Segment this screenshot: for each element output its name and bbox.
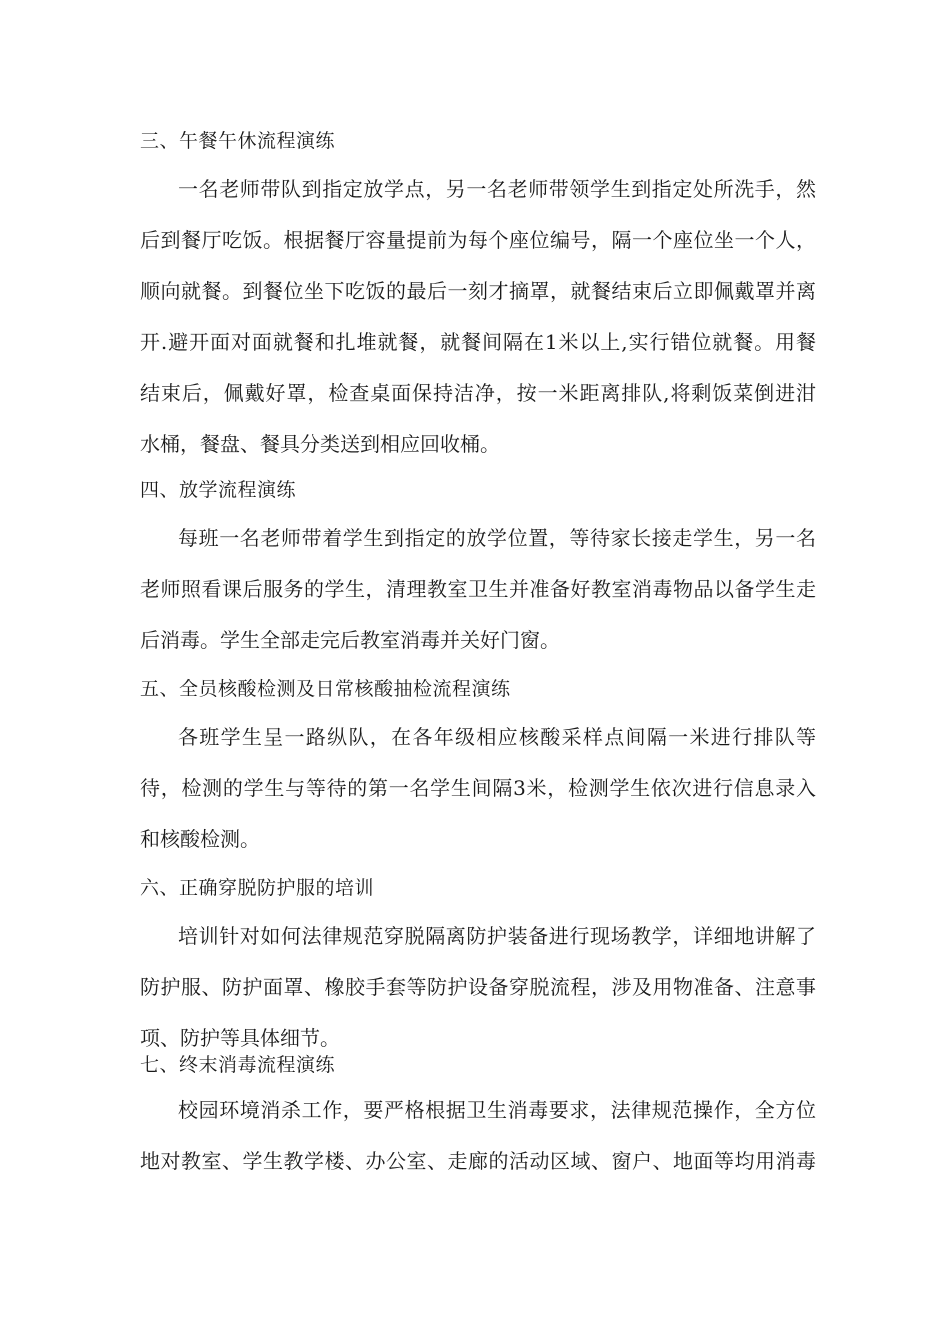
section-heading-lunch: 三、午餐午休流程演练 — [140, 130, 336, 152]
paragraph-line: 一名老师带队到指定放学点，另一名老师带领学生到指定处所洗手，然 — [178, 177, 816, 201]
paragraph-line: 待，检测的学生与等待的第一名学生间隔3米，检测学生依次进行信息录入 — [140, 776, 816, 800]
paragraph-line: 开.避开面对面就餐和扎堆就餐，就餐间隔在1米以上,实行错位就餐。用餐 — [140, 330, 816, 354]
paragraph-line: 结束后，佩戴好罩，检查桌面保持洁净，按一米距离排队,将剩饭菜倒进泔 — [140, 381, 816, 405]
paragraph-line: 水桶，餐盘、餐具分类送到相应回收桶。 — [140, 432, 500, 456]
paragraph-line: 地对教室、学生教学楼、办公室、走廊的活动区域、窗户、地面等均用消毒 — [140, 1149, 816, 1173]
paragraph-line: 每班一名老师带着学生到指定的放学位置，等待家长接走学生，另一名 — [178, 526, 816, 550]
paragraph-protective-suit — [140, 911, 816, 1064]
section-heading-disinfection: 七、终末消毒流程演练 — [140, 1054, 336, 1076]
section-heading-protective-suit: 六、正确穿脱防护服的培训 — [140, 877, 375, 899]
paragraph-line: 后到餐厅吃饭。根据餐厅容量提前为每个座位编号，隔一个座位坐一个人， — [140, 228, 816, 252]
paragraph-line: 校园环境消杀工作，要严格根据卫生消毒要求，法律规范操作，全方位 — [178, 1098, 816, 1122]
section-heading-dismissal: 四、放学流程演练 — [140, 479, 297, 501]
paragraph-nucleic-test — [140, 712, 816, 865]
paragraph-line: 各班学生呈一路纵队，在各年级相应核酸采样点间隔一米进行排队等 — [178, 725, 816, 749]
paragraph-line: 培训针对如何法律规范穿脱隔离防护装备进行现场教学，详细地讲解了 — [178, 924, 816, 948]
section-heading-nucleic-test: 五、全员核酸检测及日常核酸抽检流程演练 — [140, 678, 511, 700]
paragraph-disinfection — [140, 1085, 816, 1187]
paragraph-dismissal — [140, 513, 816, 666]
paragraph-line: 顺向就餐。到餐位坐下吃饭的最后一刻才摘罩，就餐结束后立即佩戴罩并离 — [140, 279, 816, 303]
paragraph-lunch — [140, 164, 816, 470]
paragraph-line: 后消毒。学生全部走完后教室消毒并关好门窗。 — [140, 628, 560, 652]
paragraph-line: 项、防护等具体细节。 — [140, 1026, 340, 1050]
paragraph-line: 老师照看课后服务的学生，清理教室卫生并准备好教室消毒物品以备学生走 — [140, 577, 816, 601]
paragraph-line: 防护服、防护面罩、橡胶手套等防护设备穿脱流程，涉及用物准备、注意事 — [140, 975, 816, 999]
paragraph-line: 和核酸检测。 — [140, 827, 260, 851]
